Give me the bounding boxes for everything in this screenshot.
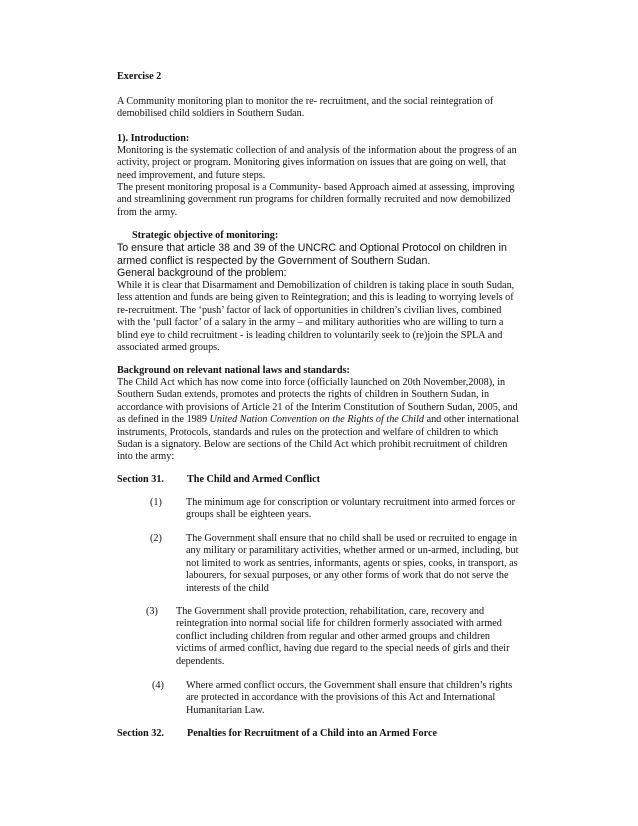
introduction-paragraph-1: Monitoring is the systematic collection of and analysis of the information about the progress of an activity, project or program. Monitoring gives information on issues that are going on well, that need improvement, and future steps.: [117, 145, 517, 181]
item-text: The minimum age for conscription or voluntary recruitment into armed forces or groups shall be eighteen years.: [186, 497, 516, 521]
item-number: (2): [150, 533, 162, 544]
item-text: The Government shall provide protection, rehabilitation, care, recovery and reintegration into normal social life for children formerly associated with armed conflict including children from regular and other armed groups and children victims of armed conflict, having due regard to the special needs of girls and their dependents.: [176, 606, 510, 667]
introduction-heading: 1). Introduction:: [117, 133, 190, 144]
general-background-text: While it is clear that Disarmament and Demobilization of children is taking place in south Sudan, less attention and funds are being given to Reintegration; and this is leading to worrying levels of re-recruitment. The ‘push’ factor of lack of opportunities in children’s civilian lives, combined with the ‘pull factor’ of a salary in the army – and military authorities who are willing to turn a blind eye to child recruitment - is leading children to voluntarily seek to (re)join the SPLA and associated armed groups.: [117, 280, 515, 354]
laws-text-part-1: The Child Act which has now come into force (officially launched on 20th November,2008), in Southern Sudan extends, promotes and protects the rights of children in Southern Sudan, in accordance with provisions of Article 21 of the Interim Constitution of Southern Sudan, 2005, and as defined in the 1989: [117, 377, 518, 426]
introduction-paragraph-2: The present monitoring proposal is a Community- based Approach aimed at assessing, improving and streamlining government run programs for children formally recruited and now demobilized from the army.: [117, 182, 515, 218]
item-text: Where armed conflict occurs, the Government shall ensure that children’s rights are protected in accordance with the provisions of this Act and International Humanitarian Law.: [186, 680, 513, 716]
section-31-title: The Child and Armed Conflict: [187, 474, 321, 485]
section-31-number: Section 31.: [117, 474, 164, 485]
item-number: (3): [146, 606, 158, 617]
section-32-title: Penalties for Recruitment of a Child into an Armed Force: [187, 728, 438, 739]
exercise-heading: Exercise 2: [117, 71, 162, 82]
item-number: (1): [150, 497, 162, 508]
strategic-objective-heading: Strategic objective of monitoring:: [132, 230, 279, 241]
laws-text-part-2: and other international instruments, Protocols, standards and rules on the protection and welfare of children to which Sudan is a signatory. Below are sections of the Child Act which prohibit recruitment of children into the army:: [117, 414, 519, 463]
section-32-number: Section 32.: [117, 728, 164, 739]
item-number: (4): [152, 680, 164, 691]
strategic-objective-text: To ensure that article 38 and 39 of the UNCRC and Optional Protocol on children in armed conflict is respected by the Government of Southern Sudan.: [117, 242, 507, 267]
document-subtitle: A Community monitoring plan to monitor the re- recruitment, and the social reintegration of demobilised child soldiers in Southern Sudan.: [117, 96, 494, 120]
item-text: The Government shall ensure that no child shall be used or recruited to engage in any military or paramilitary activities, whether armed or un-armed, including, but not limited to work as sentries, informants, agents or spies, cooks, in transport, as labourers, for sexual purposes, or any other forms of work that do not serve the interests of the child: [186, 533, 519, 594]
uncrc-title: United Nation Convention on the Rights of the Child: [209, 414, 425, 426]
laws-paragraph: [117, 377, 522, 464]
laws-heading: Background on relevant national laws and standards:: [117, 365, 350, 376]
general-background-heading: General background of the problem:: [117, 267, 287, 279]
